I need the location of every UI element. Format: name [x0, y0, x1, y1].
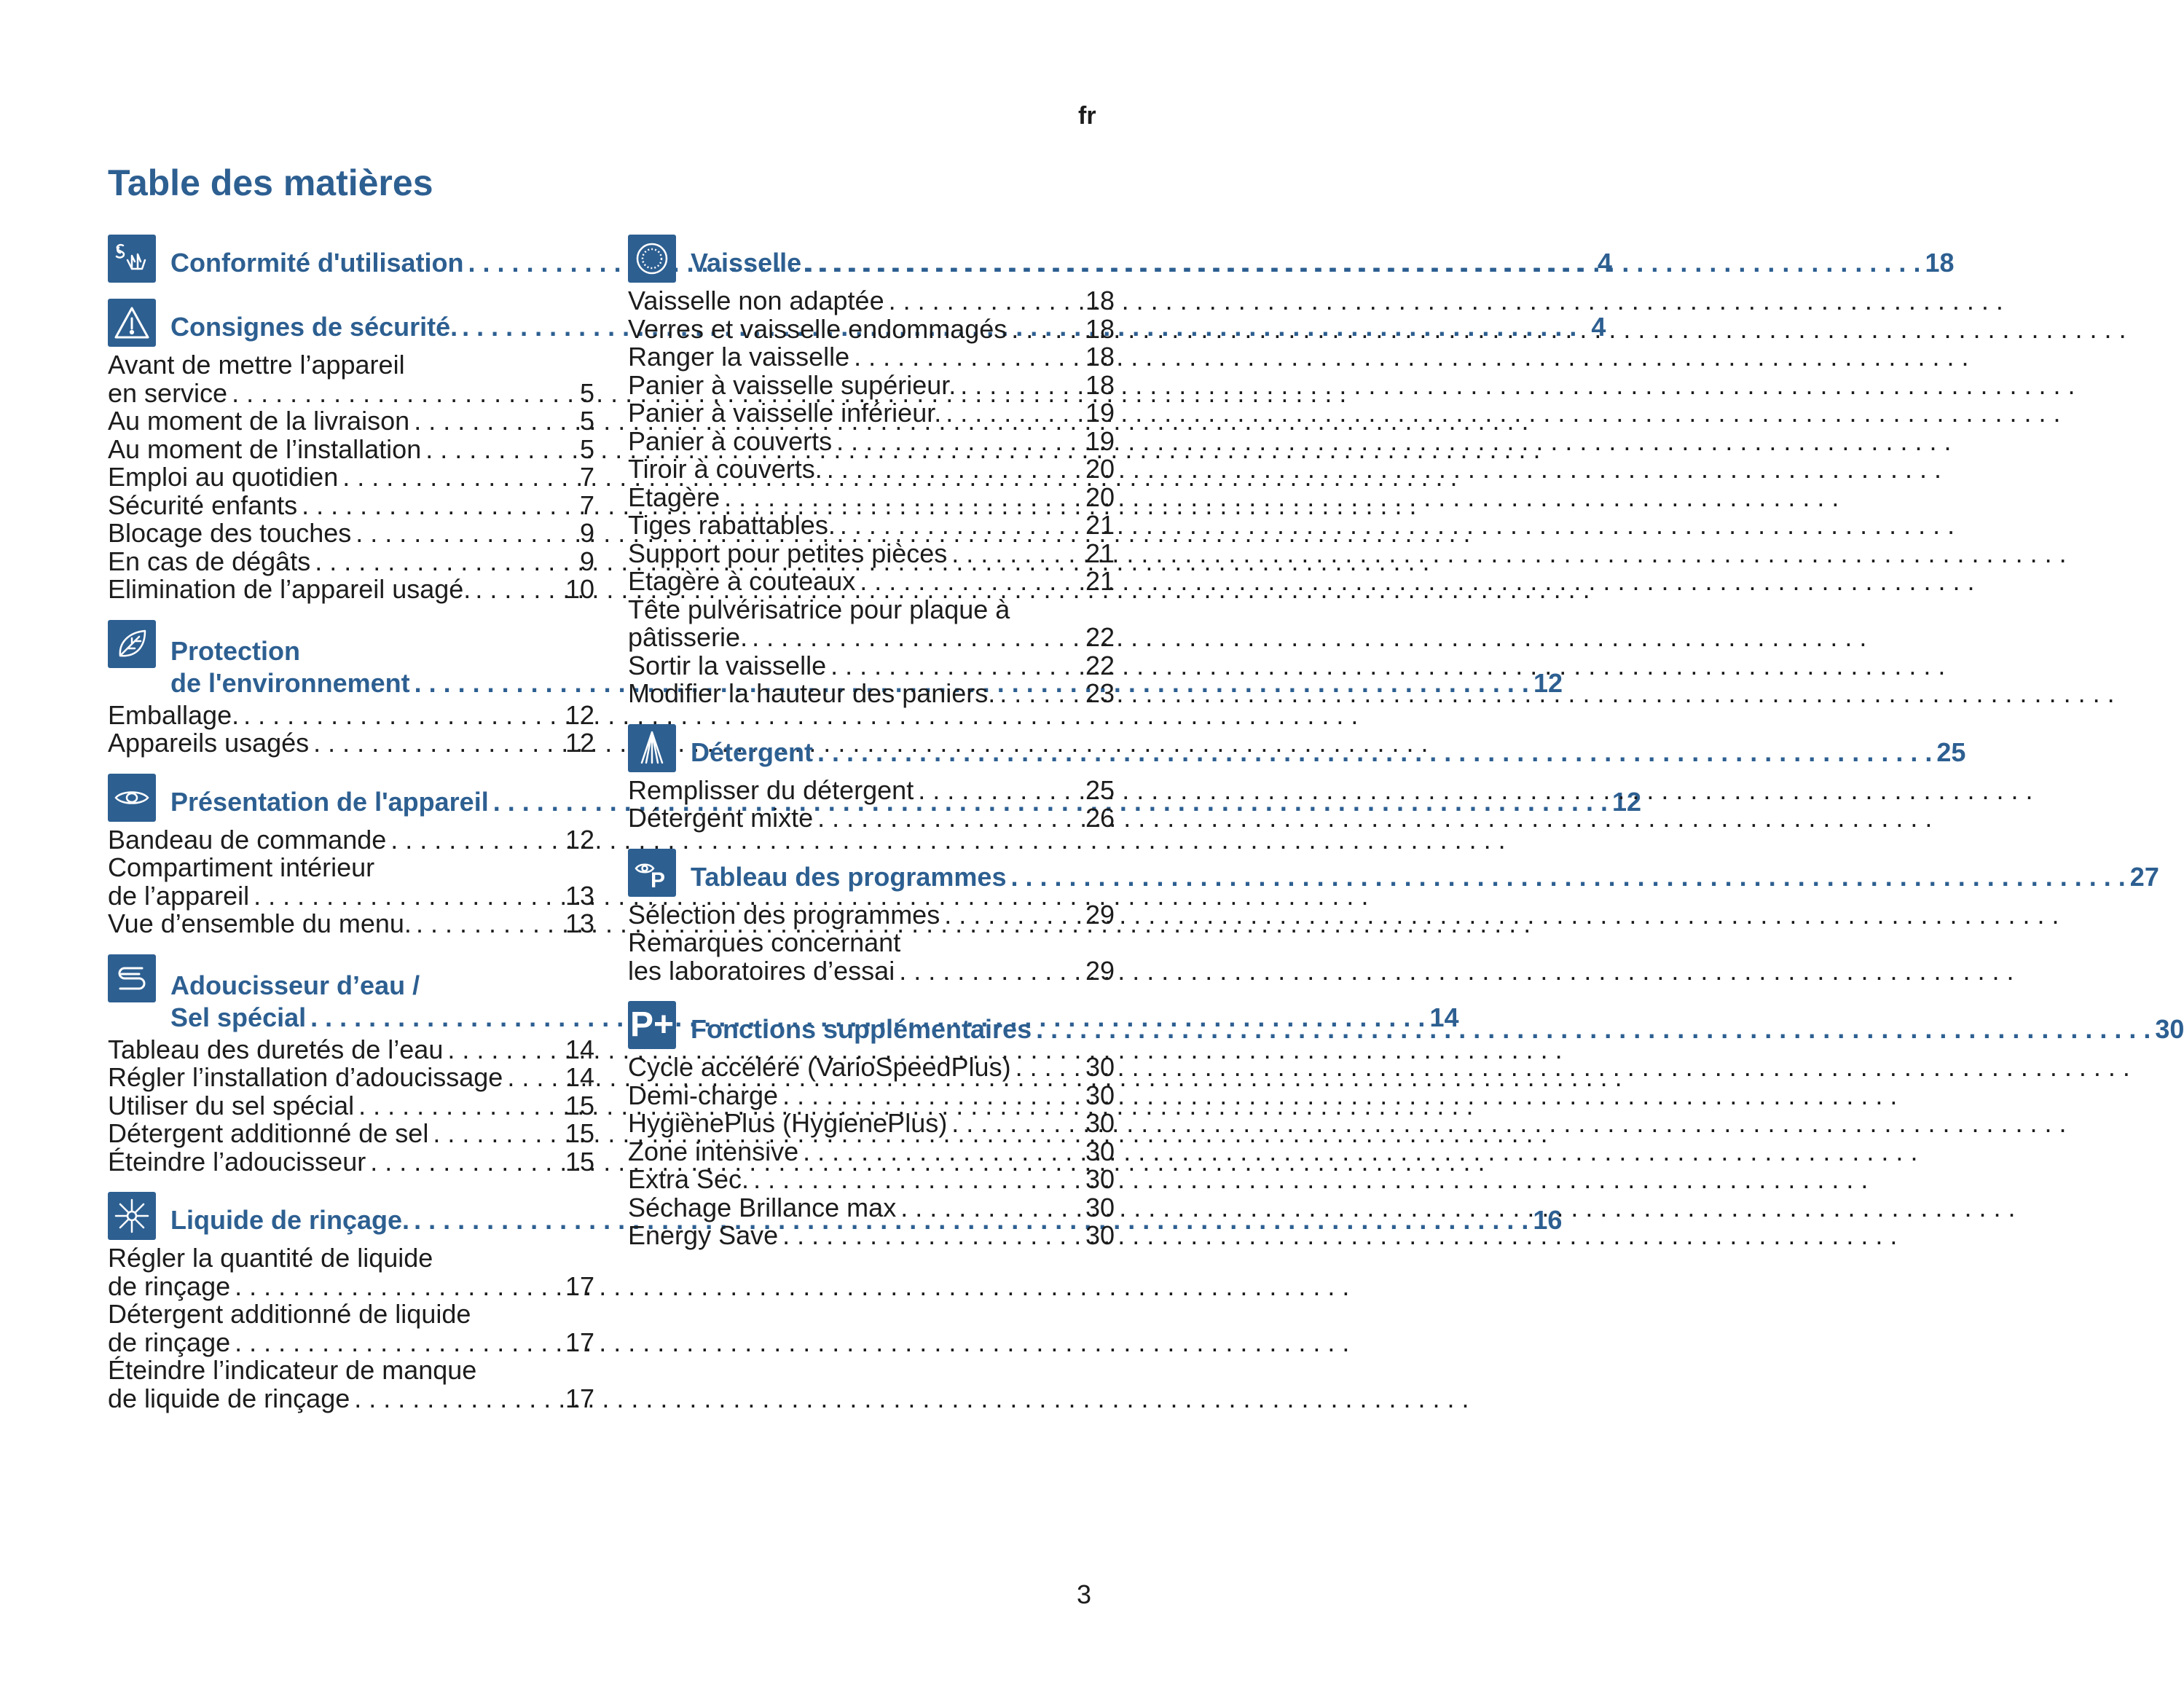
dot-leader [243, 702, 561, 730]
section-page-number[interactable]: 12 [1612, 786, 1642, 817]
toc-entry-page: 14 [565, 1034, 594, 1064]
toc-entry-label: Panier à vaisselle inférieur. [628, 398, 942, 428]
toc-entry-label: Tiges rabattables. [628, 510, 836, 540]
leaf-icon [108, 620, 156, 668]
section-title: Liquide de rinçage. [170, 1205, 410, 1235]
dot-leader [830, 652, 1081, 680]
toc-entry[interactable] [108, 1064, 594, 1092]
toc-entry[interactable] [628, 399, 1115, 428]
section-title: de l'environnement [170, 667, 410, 698]
toc-entry-label: Sortir la vaisselle [628, 650, 827, 680]
toc-entry-label: Remarques concernant [628, 927, 901, 957]
dot-leader [313, 729, 561, 758]
dot-leader [960, 372, 1081, 400]
toc-entry-label: Ranger la vaisselle [628, 342, 850, 372]
toc-entry[interactable] [108, 463, 594, 492]
toc-entry[interactable] [108, 1300, 594, 1356]
section-programmes [628, 849, 2159, 986]
toc-entry[interactable] [108, 1120, 594, 1148]
dot-leader [342, 463, 565, 492]
dot-leader [433, 1120, 561, 1148]
toc-entry-label: Extra Sec. [628, 1164, 750, 1194]
dot-leader [806, 249, 1920, 277]
dot-leader [827, 455, 1081, 484]
section-page-number[interactable]: 14 [1429, 1002, 1459, 1032]
toc-entry-label: Utiliser du sel spécial [108, 1090, 355, 1120]
dot-leader [753, 1166, 1081, 1194]
section-title: Sel spécial [170, 1002, 307, 1032]
eye-icon [108, 774, 156, 822]
toc-entry-page: 19 [1085, 398, 1115, 428]
dot-leader [951, 540, 1081, 568]
dot-leader [507, 1064, 561, 1092]
toc-entry-page: 26 [1085, 803, 1115, 833]
program-table-icon [628, 849, 676, 897]
section-page-number[interactable]: 25 [1936, 737, 1966, 767]
toc-entry-page: 30 [1085, 1052, 1115, 1082]
dot-leader [302, 492, 565, 520]
toc-entry-label: Support pour petites pièces [628, 538, 948, 568]
toc-entry-label: Détergent additionné de sel [108, 1118, 429, 1148]
page-number: 3 [1077, 1579, 1092, 1609]
toc-entry-page: 13 [565, 880, 594, 911]
dot-leader [803, 1138, 1081, 1166]
dot-leader [752, 624, 1081, 652]
toc-entry-page: 12 [565, 728, 594, 758]
toc-entry[interactable] [628, 1110, 1115, 1138]
toc-entry[interactable] [628, 1194, 1115, 1222]
toc-entry-page: 20 [1085, 454, 1115, 484]
dot-leader [425, 436, 565, 464]
toc-entry-label: de rinçage [108, 1327, 231, 1357]
toc-entry[interactable] [628, 774, 1115, 805]
toc-entry-page: 21 [1085, 510, 1115, 540]
toc-entry-page: 25 [1085, 774, 1115, 805]
dot-leader [370, 1148, 561, 1177]
toc-entry-page: 30 [1085, 1080, 1115, 1110]
toc-entry[interactable] [628, 343, 1115, 372]
toc-entry-label: Vaisselle non adaptée [628, 286, 884, 315]
toc-entry-page: 17 [565, 1383, 594, 1413]
toc-entry-label: Cycle accéléré (VarioSpeedPlus) [628, 1052, 1011, 1082]
toc-entry-label: Détergent mixte [628, 803, 814, 833]
section-title: Fonctions supplémentaires [691, 1014, 1032, 1044]
toc-entry-page: 29 [1085, 899, 1115, 930]
toc-entry[interactable] [108, 407, 594, 436]
toc-entry-label: Emploi au quotidien [108, 462, 339, 492]
toc-entry-label: Au moment de l’installation [108, 433, 422, 464]
toc-entry[interactable] [108, 433, 594, 464]
toc-entry[interactable] [108, 699, 594, 730]
dot-leader [414, 407, 565, 436]
section-title: Détergent [691, 737, 814, 767]
section-title: Présentation de l'appareil [170, 786, 489, 817]
toc-entry-label: Zone intensive [628, 1136, 799, 1166]
dot-leader [1011, 315, 1081, 344]
toc-entry-label: de rinçage [108, 1271, 231, 1301]
dot-leader [356, 519, 565, 548]
toc-entry-label: Séchage Brillance max [628, 1192, 897, 1222]
dot-leader [724, 484, 1081, 512]
toc-entry-label: Éteindre l’adoucisseur [108, 1146, 366, 1177]
dot-leader [946, 399, 1081, 428]
dot-leader [1036, 1016, 2150, 1043]
toc-entry[interactable] [108, 351, 594, 407]
toc-entry[interactable] [108, 492, 594, 520]
language-label: fr [1078, 102, 1096, 130]
sparkle-icon [108, 1192, 156, 1240]
toc-entry-label: Éteindre l’indicateur de manque [108, 1355, 477, 1385]
toc-entry-page: 18 [1085, 286, 1115, 315]
water-softener-icon [108, 954, 156, 1002]
toc-entry-label: Demi-charge [628, 1080, 779, 1110]
toc-entry-page: 22 [1085, 650, 1115, 680]
toc-entry-page: 20 [1085, 482, 1115, 512]
toc-entry-label: Appareils usagés [108, 728, 310, 758]
dot-leader [817, 804, 1081, 833]
toc-entry[interactable] [628, 680, 1115, 708]
dot-leader [235, 1273, 561, 1301]
toc-entry-page: 17 [565, 1327, 594, 1357]
dot-leader [999, 680, 1081, 708]
toc-entry-page: 9 [579, 518, 594, 548]
toc-entry[interactable] [108, 854, 594, 910]
toc-entry-page: 5 [579, 377, 594, 408]
toc-entry-label: Sélection des programmes [628, 899, 940, 930]
toc-entry[interactable] [628, 652, 1115, 680]
section-page-number[interactable]: 4 [1597, 248, 1612, 278]
toc-entry[interactable] [628, 484, 1115, 512]
section-page-number[interactable]: 16 [1533, 1205, 1563, 1235]
dot-leader [782, 1222, 1081, 1250]
toc-entry-label: Régler l’installation d’adoucissage [108, 1062, 503, 1092]
dot-leader [860, 568, 1081, 596]
toc-entry-page: 29 [1085, 955, 1115, 986]
warning-triangle-icon [108, 299, 156, 347]
dot-leader [315, 548, 565, 576]
toc-entry-page: 21 [1085, 538, 1115, 568]
toc-entry[interactable] [108, 548, 594, 576]
toc-entry-page: 18 [1085, 313, 1115, 344]
dot-leader [951, 1110, 1081, 1138]
toc-entry-label: Sécurité enfants [108, 490, 298, 520]
dot-leader [416, 910, 561, 938]
toc-entry-label: Régler la quantité de liquide [108, 1243, 433, 1273]
toc-entry-label: les laboratoires d’essai [628, 955, 895, 986]
toc-entry-page: 30 [1085, 1192, 1115, 1222]
toc-entry[interactable] [628, 1222, 1115, 1250]
toc-entry-page: 5 [579, 433, 594, 464]
toc-entry-page: 30 [1085, 1220, 1115, 1250]
toc-entry[interactable] [628, 540, 1115, 568]
toc-entry-label: Panier à couverts [628, 425, 833, 456]
toc-entry[interactable] [108, 1092, 594, 1120]
toc-entry[interactable] [108, 1148, 594, 1177]
toc-entry-page: 15 [565, 1146, 594, 1177]
dot-leader [836, 428, 1081, 456]
toc-entry-page: 12 [565, 699, 594, 730]
section-title: Protection [170, 635, 301, 666]
toc-entry[interactable] [628, 1082, 1115, 1110]
dot-leader [944, 901, 1081, 930]
toc-entry-page: 9 [579, 546, 594, 576]
toc-entry-label: Elimination de l’appareil usagé. [108, 574, 471, 604]
toc-entry[interactable] [628, 901, 1115, 930]
dot-leader [899, 957, 1081, 986]
toc-entry-label: Remplisser du détergent [628, 774, 914, 805]
paragraph-hand-icon [108, 235, 156, 283]
toc-entry[interactable] [628, 929, 1115, 985]
toc-entry-page: 7 [579, 490, 594, 520]
toc-entry-page: 30 [1085, 1164, 1115, 1194]
section-title: Conformité d'utilisation [170, 248, 464, 278]
toc-entry-label: Tête pulvérisatrice pour plaque à [628, 594, 1010, 624]
section-page-number[interactable]: 18 [1925, 248, 1955, 278]
toc-entry-page: 30 [1085, 1136, 1115, 1166]
dot-leader [232, 380, 565, 408]
toc-entry-label: Bandeau de commande [108, 824, 387, 855]
dot-leader [1016, 1053, 1081, 1082]
section-page-number[interactable]: 4 [1591, 312, 1606, 342]
toc-entry-label: HygiènePlus (HygienePlus) [628, 1108, 948, 1138]
dot-leader [889, 287, 1081, 315]
dot-leader [235, 1329, 561, 1357]
toc-entry[interactable] [108, 576, 594, 604]
toc-entry-label: en service [108, 377, 228, 408]
toc-entry[interactable] [628, 369, 1115, 400]
toc-entry-label: Energy Save [628, 1220, 779, 1250]
section-title: Adoucisseur d’eau / [170, 970, 420, 1000]
toc-entry-page: 7 [579, 462, 594, 492]
toc-entry[interactable] [628, 511, 1115, 540]
toc-entry-label: Etagère à couteaux [628, 566, 856, 596]
toc-entry-label: Détergent additionné de liquide [108, 1299, 471, 1329]
section-page-number[interactable]: 12 [1533, 667, 1563, 698]
dot-leader [918, 777, 1081, 805]
section-title: Vaisselle [691, 248, 802, 278]
toc-entry[interactable] [628, 1166, 1115, 1194]
toc-entry[interactable] [628, 1053, 1115, 1082]
toc-entry-label: Modifier la hauteur des paniers. [628, 678, 996, 708]
toc-entry[interactable] [628, 568, 1115, 596]
dot-leader [840, 511, 1081, 540]
toc-entry-page: 19 [1085, 425, 1115, 456]
toc-entry-page: 10 [565, 574, 594, 604]
toc-entry-page: 14 [565, 1062, 594, 1092]
toc-entry-page: 22 [1085, 622, 1115, 652]
dot-leader [475, 576, 561, 604]
toc-entry[interactable] [628, 425, 1115, 456]
toc-entry-page: 30 [1085, 1108, 1115, 1138]
toc-entry-page: 15 [565, 1118, 594, 1148]
section-page-number[interactable]: 30 [2155, 1014, 2184, 1044]
toc-entry-page: 23 [1085, 678, 1115, 708]
toc-entry-page: 12 [565, 824, 594, 855]
dot-leader [900, 1194, 1081, 1222]
toc-entry-page: 17 [565, 1271, 594, 1301]
toc-entry[interactable] [108, 519, 594, 548]
toc-entry-label: Etagère [628, 482, 720, 512]
toc-entry[interactable] [108, 1356, 594, 1413]
section-title: Consignes de sécurité. [170, 312, 458, 342]
p-plus-icon: P+ [628, 1001, 676, 1049]
section-page-number[interactable]: 27 [2129, 861, 2159, 892]
toc-entry[interactable] [108, 729, 594, 758]
toc-entry[interactable] [628, 287, 1115, 315]
toc-entry[interactable] [628, 596, 1115, 652]
toc-entry-label: En cas de dégâts [108, 546, 311, 576]
dot-leader [1010, 863, 2125, 891]
toc-entry-page: 18 [1085, 369, 1115, 400]
toc-entry[interactable] [108, 1244, 594, 1300]
page-title: Table des matières [108, 162, 433, 203]
toc-entry[interactable] [628, 1138, 1115, 1166]
toc-entry-label: Avant de mettre l’appareil [108, 350, 405, 380]
toc-entry-label: Au moment de la livraison [108, 406, 410, 436]
dot-leader [354, 1385, 561, 1413]
dot-leader [817, 739, 1932, 766]
detergent-icon [628, 724, 676, 772]
toc-entry-label: pâtisserie. [628, 622, 748, 652]
toc-entry[interactable] [108, 826, 594, 855]
section-title: Tableau des programmes [691, 861, 1007, 892]
dot-leader [854, 343, 1081, 372]
toc-entry-label: Compartiment intérieur [108, 852, 375, 882]
toc-entry-page: 18 [1085, 342, 1115, 372]
toc-entry-label: Tableau des duretés de l’eau [108, 1034, 444, 1064]
toc-entry-label: Vue d’ensemble du menu. [108, 908, 412, 938]
toc-entry-page: 13 [565, 908, 594, 938]
toc-entry-page: 5 [579, 406, 594, 436]
toc-entry-label: de liquide de rinçage [108, 1383, 350, 1413]
dot-leader [782, 1082, 1081, 1110]
toc-entry-label: Verres et vaisselle endommagés [628, 313, 1007, 344]
toc-entry[interactable] [628, 804, 1115, 833]
dot-leader [254, 882, 561, 911]
toc-entry-page: 21 [1085, 566, 1115, 596]
toc-entry[interactable] [108, 1036, 594, 1064]
toc-entry[interactable] [108, 910, 594, 938]
toc-entry-page: 15 [565, 1090, 594, 1120]
dot-leader [447, 1036, 561, 1064]
dot-leader [358, 1092, 561, 1120]
toc-entry-label: Blocage des touches [108, 518, 352, 548]
toc-entry-label: Panier à vaisselle supérieur. [628, 369, 957, 400]
dot-leader [390, 826, 561, 855]
toc-entry-label: Emballage. [108, 699, 240, 730]
toc-entry-label: Tiroir à couverts. [628, 454, 822, 484]
toc-entry[interactable] [628, 455, 1115, 484]
toc-entry[interactable] [628, 315, 1115, 344]
toc-entry-label: de l’appareil [108, 880, 250, 911]
plate-icon [628, 235, 676, 283]
svg-text:P: P [651, 868, 666, 892]
